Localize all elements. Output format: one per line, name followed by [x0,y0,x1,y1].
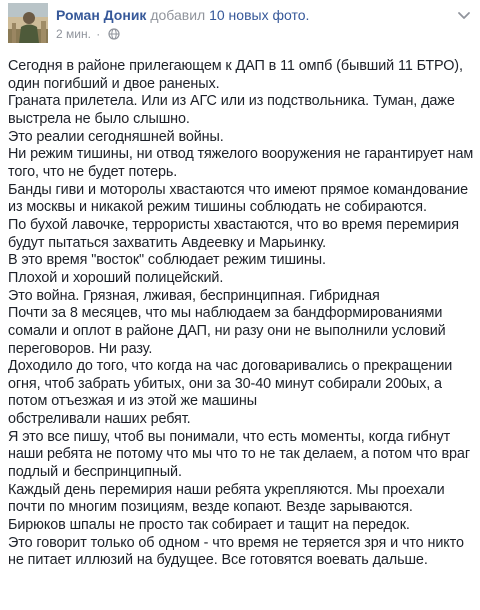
post-action-text: добавил [150,7,206,23]
post-paragraph: Сегодня в районе прилегающем к ДАП в 11 омпб (бывший 11 БТРО), один погибший и двое раненых. [8,58,463,92]
post-paragraph: обстреливали наших ребят. [8,411,191,428]
post-header [8,3,472,47]
post-paragraph: Плохой и хороший полицейский. [8,269,224,286]
post-timestamp[interactable]: 2 мин. [56,27,91,41]
post-body [8,58,478,570]
photos-link[interactable]: 10 новых фото. [209,7,310,23]
post-paragraph: Граната прилетела. Или из АГС или из подствольника. Туман, даже выстрела не было слышно. [8,93,455,127]
post-paragraph: Я это все пишу, чтоб вы понимали, что есть моменты, когда гибнут наши ребята не потому что мы что то не так делаем, а потом что враг подлый и беспринципный. [8,428,470,481]
post-paragraph: Почти за 8 месяцев, что мы наблюдаем за бандформированиями сомали и оплот в районе ДАП, ни разу они не выполнили условий переговоров. Ни разу. [8,305,446,357]
avatar-image [8,3,48,43]
post-paragraph: Это реалии сегодняшней войны. [8,128,224,145]
post-paragraph: Ни режим тишины, ни отвод тяжелого вооружения не гарантирует нам того, что не будет потерь. [8,146,474,180]
avatar[interactable] [8,3,48,43]
chevron-down-icon[interactable] [456,9,472,21]
author-name-link[interactable]: Роман Доник [56,7,147,23]
post-paragraph: Это война. Грязная, лживая, беспринципная. Гибридная [8,287,380,304]
post-paragraph: Бирюков шпалы не просто так собирает и тащит на передок. [8,517,410,534]
post-paragraph: Доходило до того, что когда на час договаривались о прекращении огня, чтоб забрать убитых, они за 30-40 минут собирали 200ых, а потом отъезжая и из этой же машины [8,358,453,410]
post-title-line [56,6,456,24]
meta-separator: · [96,27,101,41]
post-paragraph: Банды гиви и моторолы хвастаются что имеют прямое командование из москвы и никакой режим тишины соблюдать не собираются. [8,181,469,216]
globe-icon[interactable] [108,28,120,43]
post-paragraph: В это время "восток" соблюдает режим тишины. [8,252,326,269]
post-meta [56,27,120,43]
post-paragraph: По бухой лавочке, террористы хвастаются, что во время перемирия будут пытаться захватить Авдеевку и Марьинку. [8,216,459,251]
post-paragraph: Это говорит только об одном - что время не теряется зря и что никто не питает иллюзий на будущее. Все готовятся воевать дальше. [8,534,464,569]
post-paragraph: Каждый день перемирия наши ребята укрепляются. Мы проехали почти по многим позициям, везде копают. Везде зарываются. [8,481,445,516]
